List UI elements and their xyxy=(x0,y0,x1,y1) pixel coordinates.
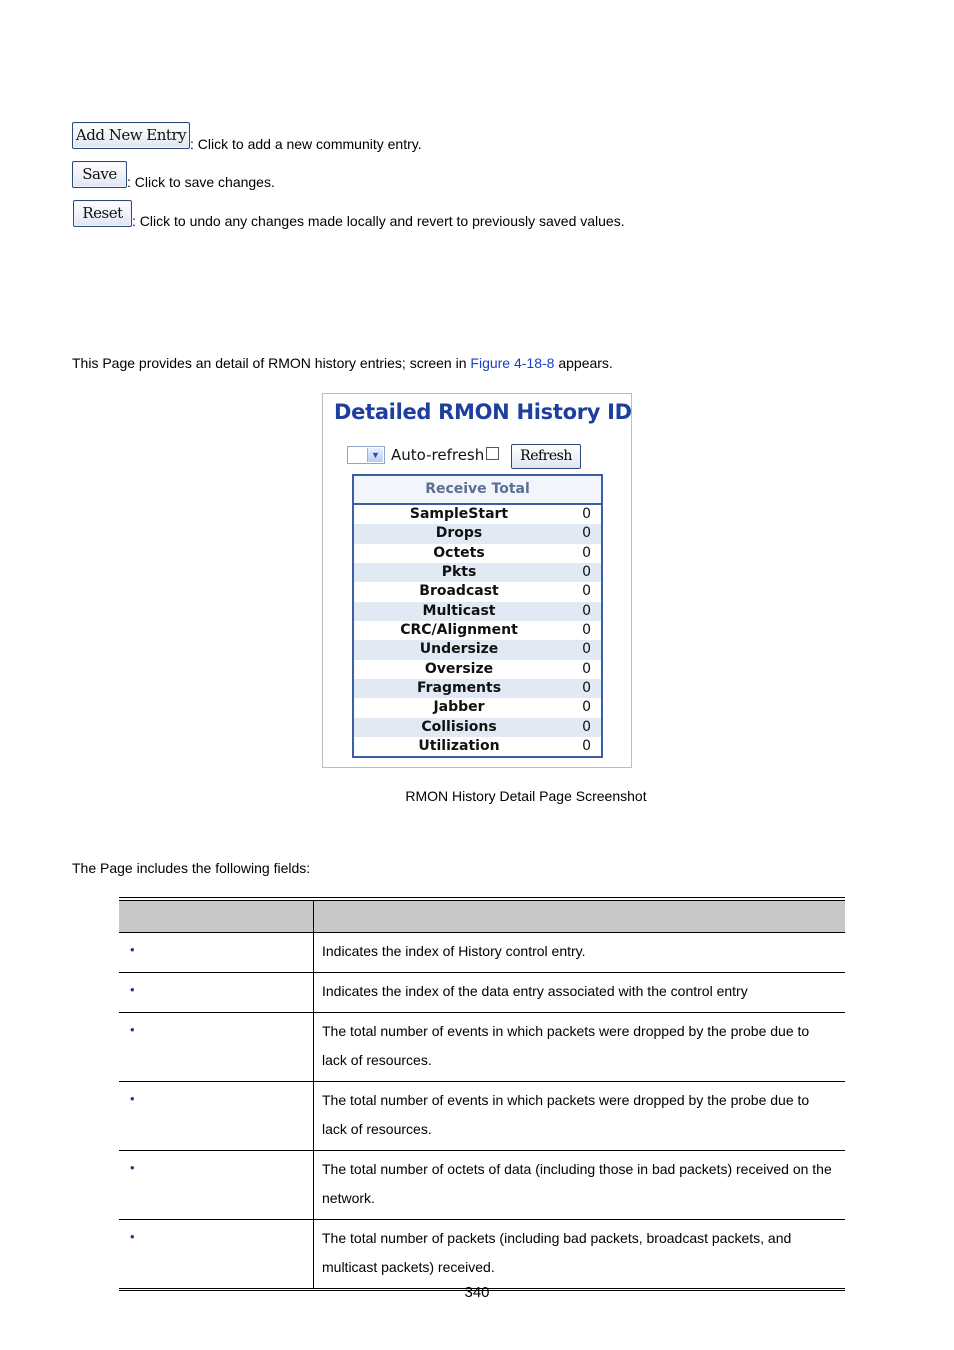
stat-label: Broadcast xyxy=(419,583,499,600)
object-cell xyxy=(119,933,314,972)
receive-total-table xyxy=(352,474,603,758)
stat-row xyxy=(354,621,601,640)
reset-description: : Click to undo any changes made locally and revert to previously saved values. xyxy=(132,213,625,229)
stat-value: 0 xyxy=(582,602,591,619)
table-row xyxy=(119,1081,845,1150)
stat-row xyxy=(354,640,601,659)
stat-label: Pkts xyxy=(441,563,477,580)
stat-label: Oversize xyxy=(424,660,494,677)
stat-row xyxy=(354,582,601,601)
header-cell-description xyxy=(314,901,845,932)
fields-table xyxy=(119,897,845,1291)
stat-label: Utilization xyxy=(418,737,500,754)
stat-value: 0 xyxy=(582,641,591,658)
stat-label: CRC/Alignment xyxy=(400,621,518,638)
page-number: 340 xyxy=(464,1284,490,1301)
stat-row xyxy=(354,524,601,543)
save-button[interactable]: Save xyxy=(72,161,127,188)
auto-refresh-label: Auto-refresh xyxy=(391,446,485,464)
object-cell xyxy=(119,1013,314,1081)
stat-label: Fragments xyxy=(416,679,502,696)
stat-label: Octets xyxy=(433,544,485,561)
intro-text-before: This Page provides an detail of RMON history entries; screen in xyxy=(72,355,471,371)
reset-button[interactable]: Reset xyxy=(73,200,132,227)
save-description: : Click to save changes. xyxy=(127,174,275,190)
intro-text-after: appears. xyxy=(554,355,613,371)
stat-value: 0 xyxy=(582,718,591,735)
stat-label: Multicast xyxy=(422,602,496,619)
stat-label: Jabber xyxy=(433,699,485,716)
fields-intro: The Page includes the following fields: xyxy=(72,860,311,876)
refresh-button[interactable]: Refresh xyxy=(511,444,581,469)
description-cell: The total number of packets (including bad packets, broadcast packets, and multicast packets) received. xyxy=(322,1230,792,1275)
object-cell xyxy=(119,973,314,1012)
table-row xyxy=(119,1219,845,1288)
figure-caption: RMON History Detail Page Screenshot xyxy=(405,788,647,804)
figure-link[interactable]: Figure 4-18-8 xyxy=(470,355,555,371)
description-cell: Indicates the index of the data entry associated with the control entry xyxy=(322,983,748,999)
stat-value: 0 xyxy=(582,525,591,542)
refresh-interval-select[interactable] xyxy=(347,446,385,464)
stat-value: 0 xyxy=(582,506,591,522)
add-new-entry-description: : Click to add a new community entry. xyxy=(190,136,422,152)
stat-value: 0 xyxy=(582,737,591,754)
table-row xyxy=(119,1150,845,1219)
bullet-icon: • xyxy=(130,1160,135,1175)
stat-row xyxy=(354,737,601,756)
description-cell: The total number of events in which packets were dropped by the probe due to lack of resources. xyxy=(322,1023,810,1068)
stat-label: Drops xyxy=(435,525,483,542)
stat-row xyxy=(354,698,601,717)
table-row xyxy=(119,972,845,1012)
intro-paragraph xyxy=(72,355,613,371)
stat-value: 0 xyxy=(582,583,591,600)
chevron-down-icon: ▼ xyxy=(367,448,383,462)
stat-row xyxy=(354,505,601,524)
stat-value: 0 xyxy=(582,563,591,580)
bullet-icon: • xyxy=(130,1229,135,1244)
auto-refresh-checkbox[interactable] xyxy=(486,447,499,460)
stat-value: 0 xyxy=(582,660,591,677)
stat-row xyxy=(354,602,601,621)
stat-label: Collisions xyxy=(421,718,497,735)
stat-value: 0 xyxy=(582,544,591,561)
add-new-entry-button[interactable]: Add New Entry xyxy=(72,122,190,149)
header-cell-object xyxy=(119,901,314,932)
bullet-icon: • xyxy=(130,942,135,957)
rmon-history-screenshot xyxy=(322,393,632,768)
stat-value: 0 xyxy=(582,621,591,638)
description-cell: The total number of events in which packets were dropped by the probe due to lack of resources. xyxy=(322,1092,810,1137)
fields-table-header xyxy=(119,900,845,932)
stat-label: SampleStart xyxy=(409,506,509,522)
object-cell xyxy=(119,1082,314,1150)
table-row xyxy=(119,1012,845,1081)
stat-row xyxy=(354,544,601,563)
stat-value: 0 xyxy=(582,679,591,696)
stat-value: 0 xyxy=(582,699,591,716)
screenshot-title: Detailed RMON History ID xyxy=(334,400,632,424)
description-cell: The total number of octets of data (including those in bad packets) received on the network. xyxy=(322,1161,832,1206)
bullet-icon: • xyxy=(130,1091,135,1106)
stat-row xyxy=(354,718,601,737)
object-cell xyxy=(119,1220,314,1288)
stat-row xyxy=(354,660,601,679)
stat-row xyxy=(354,679,601,698)
table-row xyxy=(119,932,845,972)
object-cell xyxy=(119,1151,314,1219)
receive-total-header: Receive Total xyxy=(354,476,601,505)
description-cell: Indicates the index of History control entry. xyxy=(322,943,586,959)
bullet-icon: • xyxy=(130,982,135,997)
bullet-icon: • xyxy=(130,1022,135,1037)
stat-row xyxy=(354,563,601,582)
stat-label: Undersize xyxy=(419,641,499,658)
